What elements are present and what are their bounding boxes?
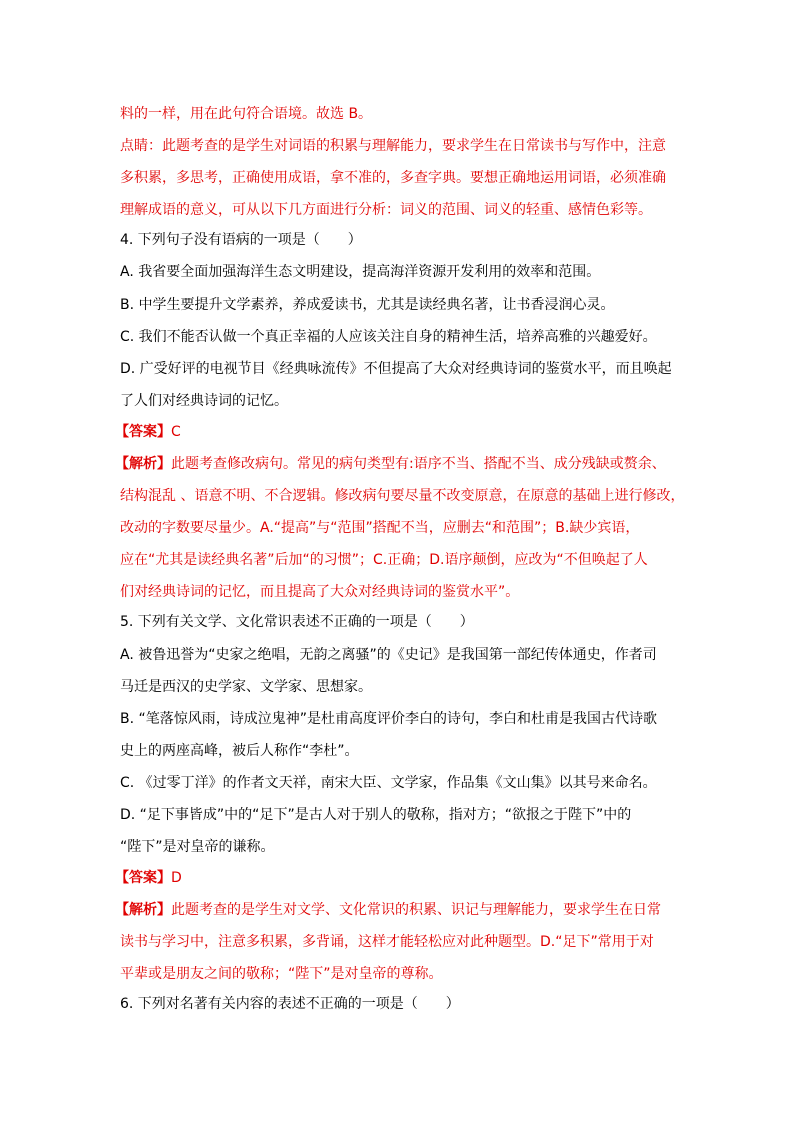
option-a: A. 被鲁迅誉为“史家之绝唱，无韵之离骚”的《史记》是我国第一部纪传体通史，作者司	[120, 647, 657, 663]
question-6: 6. 下列对名著有关内容的表述不正确的一项是（ ）	[120, 996, 460, 1012]
option-b-cont: 史上的两座高峰，被后人称作“李杜”。	[120, 743, 359, 759]
text-line: 平辈或是朋友之间的敬称；“陛下”是对皇帝的尊称。	[120, 966, 443, 982]
analysis-5	[115, 900, 661, 920]
answer-4	[115, 422, 181, 442]
text-line: 们对经典诗词的记忆，而且提高了大众对经典诗词的鉴赏水平”。	[120, 584, 520, 600]
option-b: B. “笔落惊风雨，诗成泣鬼神”是杜甫高度评价李白的诗句，李白和杜甫是我国古代诗歌	[120, 711, 658, 727]
option-a-cont: 马迁是西汉的史学家、文学家、思想家。	[120, 679, 372, 695]
question-5: 5. 下列有关文学、文化常识表述不正确的一项是（ ）	[120, 614, 474, 630]
question-4: 4. 下列句子没有语病的一项是（ ）	[120, 232, 362, 248]
analysis-text: 此题考查修改病句。常见的病句类型有:语序不当、搭配不当、成分残缺或赘余、	[171, 456, 666, 472]
option-d-cont: “陛下”是对皇帝的谦称。	[120, 839, 275, 855]
text-line: 多积累，多思考，正确使用成语，拿不准的，多查字典。要想正确地运用词语，必须准确	[120, 170, 666, 186]
text-line: 点睛：此题考查的是学生对词语的积累与理解能力，要求学生在日常读书与写作中，注意	[120, 138, 666, 154]
option-d-cont: 了人们对经典诗词的记忆。	[120, 393, 288, 409]
option-c: C. 我们不能否认做一个真正幸福的人应该关注自身的精神生活，培养高雅的兴趣爱好。	[120, 329, 657, 345]
text-line: 结构混乱 、语意不明、不合逻辑。修改病句要尽量不改变原意，在原意的基础上进行修改，	[120, 488, 685, 504]
option-b: B. 中学生要提升文学素养，养成爱读书，尤其是读经典名著，让书香浸润心灵。	[120, 297, 615, 313]
text-line: 应在“尤其是读经典名著”后加“的习惯”；C.正确；D.语序颠倒，应改为“不但唤起了人	[120, 552, 648, 568]
option-a: A. 我省要全面加强海洋生态文明建设，提高海洋资源开发利用的效率和范围。	[120, 264, 601, 280]
analysis-text: 此题考查的是学生对文学、文化常识的积累、识记与理解能力，要求学生在日常	[171, 902, 661, 918]
option-d: D. “足下事皆成”中的“足下”是古人对于别人的敬称，指对方；“欲报之于陛下”中的	[120, 807, 632, 823]
answer-5	[115, 868, 182, 888]
answer-value: D	[171, 870, 182, 886]
analysis-4	[115, 454, 666, 474]
option-d: D. 广受好评的电视节目《经典咏流传》不但提高了大众对经典诗词的鉴赏水平，而且唤起	[120, 361, 672, 377]
text-line: 读书与学习中，注意多积累，多背诵，这样才能轻松应对此种题型。D.“足下”常用于对	[120, 934, 654, 950]
analysis-tag: 【解析】	[115, 902, 171, 918]
text-line: 改动的字数要尽量少。A.“提高”与“范围”搭配不当，应删去“和范围”；B.缺少宾语，	[120, 520, 640, 536]
answer-value: C	[171, 424, 181, 440]
option-c: C. 《过零丁洋》的作者文天祥，南宋大臣、文学家，作品集《文山集》以其号来命名。	[120, 775, 657, 791]
text-line: 理解成语的意义，可从以下几方面进行分析：词义的范围、词义的轻重、感情色彩等。	[120, 202, 652, 218]
answer-tag: 【答案】	[115, 424, 171, 440]
answer-tag: 【答案】	[115, 870, 171, 886]
analysis-tag: 【解析】	[115, 456, 171, 472]
text-line: 料的一样，用在此句符合语境。故选 B。	[120, 106, 373, 122]
